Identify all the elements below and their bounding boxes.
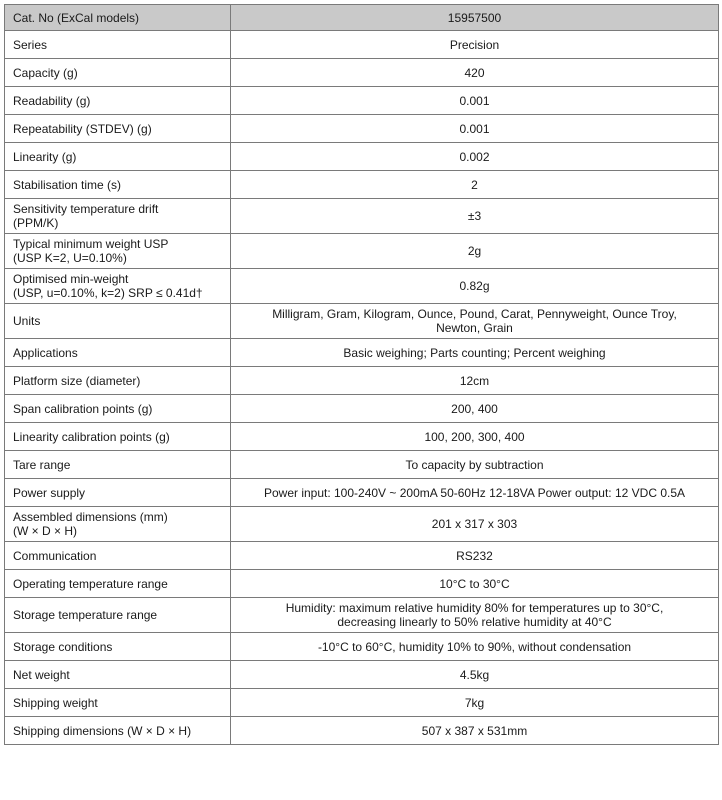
table-row-communication	[5, 542, 719, 570]
row-label: Net weight	[5, 661, 231, 689]
row-value: 2	[231, 171, 719, 199]
header-label: Cat. No (ExCal models)	[5, 5, 231, 31]
row-label: Sensitivity temperature drift (PPM/K)	[5, 199, 231, 234]
row-value: 0.82g	[231, 269, 719, 304]
row-label: Platform size (diameter)	[5, 367, 231, 395]
row-value: 100, 200, 300, 400	[231, 423, 719, 451]
row-label: Storage temperature range	[5, 598, 231, 633]
table-row-net-weight	[5, 661, 719, 689]
row-value: RS232	[231, 542, 719, 570]
row-value: 201 x 317 x 303	[231, 507, 719, 542]
table-row-span-calibration	[5, 395, 719, 423]
row-value: 0.001	[231, 115, 719, 143]
row-label: Power supply	[5, 479, 231, 507]
row-label: Storage conditions	[5, 633, 231, 661]
row-label: Typical minimum weight USP (USP K=2, U=0.10%)	[5, 234, 231, 269]
spec-body	[5, 31, 719, 745]
table-row-readability	[5, 87, 719, 115]
row-label: Units	[5, 304, 231, 339]
row-label: Assembled dimensions (mm) (W × D × H)	[5, 507, 231, 542]
row-value: 420	[231, 59, 719, 87]
row-label: Linearity (g)	[5, 143, 231, 171]
table-row-storage-conditions	[5, 633, 719, 661]
row-label: Shipping weight	[5, 689, 231, 717]
row-label: Applications	[5, 339, 231, 367]
row-value: 507 x 387 x 531mm	[231, 717, 719, 745]
table-row-stabilisation-time	[5, 171, 719, 199]
table-row-sensitivity-drift	[5, 199, 719, 234]
table-row-typical-min-weight	[5, 234, 719, 269]
table-row-capacity	[5, 59, 719, 87]
row-value: 4.5kg	[231, 661, 719, 689]
row-value: Basic weighing; Parts counting; Percent weighing	[231, 339, 719, 367]
row-value: To capacity by subtraction	[231, 451, 719, 479]
row-value: Milligram, Gram, Kilogram, Ounce, Pound, Carat, Pennyweight, Ounce Troy, Newton, Grain	[231, 304, 719, 339]
table-row-applications	[5, 339, 719, 367]
table-row-units	[5, 304, 719, 339]
row-value: 0.002	[231, 143, 719, 171]
row-label: Tare range	[5, 451, 231, 479]
row-label: Readability (g)	[5, 87, 231, 115]
table-row-storage-temperature	[5, 598, 719, 633]
table-row-linearity-calibration	[5, 423, 719, 451]
row-label: Operating temperature range	[5, 570, 231, 598]
table-row-shipping-weight	[5, 689, 719, 717]
row-value: 2g	[231, 234, 719, 269]
table-row-shipping-dimensions	[5, 717, 719, 745]
row-label: Linearity calibration points (g)	[5, 423, 231, 451]
row-value: 0.001	[231, 87, 719, 115]
spec-table	[4, 4, 719, 745]
table-row-operating-temperature	[5, 570, 719, 598]
row-value: 200, 400	[231, 395, 719, 423]
table-row-platform-size	[5, 367, 719, 395]
row-label: Span calibration points (g)	[5, 395, 231, 423]
row-value: -10°C to 60°C, humidity 10% to 90%, without condensation	[231, 633, 719, 661]
row-value: Power input: 100-240V ~ 200mA 50-60Hz 12-18VA Power output: 12 VDC 0.5A	[231, 479, 719, 507]
row-label: Capacity (g)	[5, 59, 231, 87]
row-label: Communication	[5, 542, 231, 570]
row-value: 7kg	[231, 689, 719, 717]
row-label: Optimised min-weight (USP, u=0.10%, k=2) SRP ≤ 0.41d†	[5, 269, 231, 304]
table-row-repeatability	[5, 115, 719, 143]
row-value: 12cm	[231, 367, 719, 395]
table-row-linearity	[5, 143, 719, 171]
header-row	[5, 5, 719, 31]
row-label: Repeatability (STDEV) (g)	[5, 115, 231, 143]
table-row-power-supply	[5, 479, 719, 507]
row-label: Stabilisation time (s)	[5, 171, 231, 199]
table-row-optimised-min-weight	[5, 269, 719, 304]
row-value: 10°C to 30°C	[231, 570, 719, 598]
row-value: Humidity: maximum relative humidity 80% for temperatures up to 30°C, decreasing linearly to 50% relative humidity at 40°C	[231, 598, 719, 633]
table-row-assembled-dimensions	[5, 507, 719, 542]
row-value: Precision	[231, 31, 719, 59]
table-row-series	[5, 31, 719, 59]
row-label: Shipping dimensions (W × D × H)	[5, 717, 231, 745]
row-label: Series	[5, 31, 231, 59]
row-value: ±3	[231, 199, 719, 234]
table-row-tare-range	[5, 451, 719, 479]
header-value: 15957500	[231, 5, 719, 31]
